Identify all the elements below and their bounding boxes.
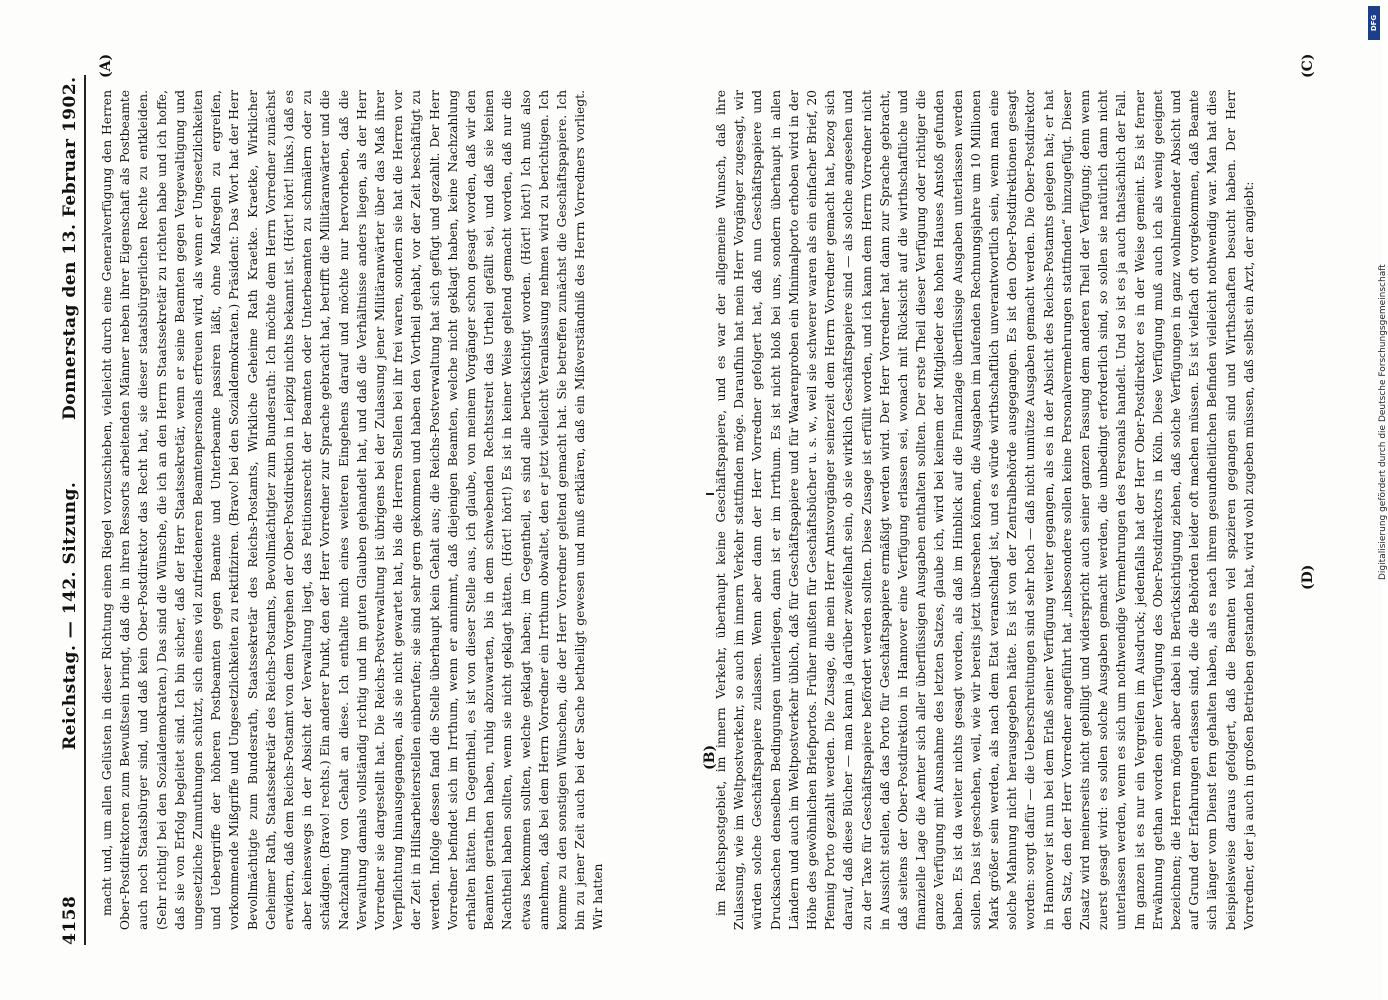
- session-date: Donnerstag den 13. Februar 1902.: [60, 76, 80, 420]
- text-column-right: [712, 90, 1310, 930]
- margin-marker-a: (A): [98, 53, 114, 78]
- text-column-left: [98, 90, 698, 930]
- dfg-logo: [1368, 6, 1380, 40]
- session-title: Reichstag. — 142. Sitzung.: [60, 481, 80, 750]
- digitization-credit: Digitalisierung gefördert durch die Deutsche Forschungsgemeinschaft: [1378, 264, 1388, 580]
- margin-marker-d: (D): [1300, 564, 1316, 590]
- column-left-text: macht und, um allen Gelüsten in dieser Richtung einen Riegel vorzuschieben, vielleicht durch eine Generalverfügung den Herren Ober-Postdirektoren zum Bewußtsein bringt, daß die in ihren Ressorts arbeitenden Männer neben ihrer Eigenschaft als Postbeamte auch noch Staatsbürger sind, und daß kein Ober-Postdirektor das Recht hat, sie dieser staatsbürgerlichen Rechte zu entkleiden. (Sehr richtig! bei den Sozialdemokraten.) Das sind die Wünsche, die ich an den Herrn Staatssekretär zu richten habe und ich hoffe, daß sie von Erfolg begleitet sind. Ich bin sicher, daß der Herr Staatssekretär, wenn er seine Beamten gegen Vergewaltigung und ungesetzliche Zumuthungen schützt, sich eines viel zufriedeneren Beamtenpersonals erfreuen wird, als wenn er Ungesetzlichkeiten und Uebergriffe der höheren Postbeamten gegen Beamte und Unterbeamte passiren läßt, ohne Maßregeln zu ergreifen, vorkommende Mißgriffe und Ungesetzlichkeiten zu rektifiziren. (Bravo! bei den Sozialdemokraten.) Präsident: Das Wort hat der Herr Bevollmächtigte zum Bundesrath, Staatssekretär des Reichs-Postamts, Wirkliche Geheime Rath Kraetke. Kraetke, Wirklicher Geheimer Rath, Staatssekretär des Reichs-Postamts, Bevollmächtigter zum Bundesrath: Ich möchte dem Herrn Vorredner zunächst erwidern, daß dem Reichs-Postamt von dem Vorgehen der Ober-Postdirektion in Leipzig nichts bekannt ist. (Hört! hört! links.) daß es aber keineswegs in der Absicht der Verwaltung liegt, das Petitionsrecht der Beamten oder Unterbeamten zu schmälern oder zu schädigen. (Bravo! rechts.) Ein anderer Punkt, den der Herr Vorredner zur Sprache gebracht hat, betrifft die Militäranwärter und die Nachzahlung von Gehalt an diese. Ich enthalte mich eines weiteren Eingehens darauf und möchte nur hervorheben, daß die Verwaltung damals vollständig richtig und im guten Glauben gehandelt hat, und daß die Verhältnisse anders liegen, als der Herr Vorredner sie dargestellt hat. Die Reichs-Postverwaltung ist übrigens bei der Zulassung jener Militäranwärter über das Maß ihrer Verpflichtung hinausgegangen, als sie nicht gewartet hat, bis die Herren Stellen bei ihr frei waren, sondern sie hat die Herren vor der Zeit in Hilfsarbeiterstellen einberufen; sie sind sehr gern gekommen und haben den Vortheil gehabt, vor der Zeit beschäftigt zu werden. Infolge dessen fand die Stelle überhaupt kein Gehalt aus; die Reichs-Postverwaltung hat sich gefügt und gezahlt. Der Herr Vorredner befindet sich im Irrthum, wenn er annimmt, daß diejenigen Beamten, welche nicht geklagt haben, keine Nachzahlung erhalten hätten. Im Gegentheil, es ist von dieser Stelle aus, ich glaube, von meinem Vorgänger schon gesagt worden, daß wir den Beamten gerathen haben, ruhig abzuwarten, bis in dem schwebenden Rechtsstreit das Urtheil gefällt sei, und daß sie keinen Nachtheil haben sollten, wenn sie nicht geklagt hätten. (Hört! hört!) Es ist in keiner Weise geltend gemacht worden, daß nur die etwas bekommen sollten, welche geklagt haben; im Gegentheil, es sind alle berücksichtigt worden. (Hört! hört!) Ich muß also annehmen, daß bei dem Herrn Vorredner ein Irrthum obwaltet, den er jetzt vielleicht Veranlassung nehmen wird zu berichtigen. Ich komme zu den sonstigen Wünschen, die der Herr Vorredner geltend gemacht hat. Sie betreffen zunächst die Geschäftspapiere. Ich bin zu jener Zeit auch bei der Sache betheiligt gewesen und muß erklären, daß ein Mißverständniß des Herrn Vorredners vorliegt. Wir hatten: [100, 90, 606, 930]
- page-number: 4158: [60, 895, 80, 945]
- margin-marker-b: (B): [702, 744, 718, 770]
- dfg-logo-text: DFG: [1370, 14, 1378, 32]
- margin-marker-c: (C): [1300, 53, 1316, 78]
- header-rule: [84, 75, 86, 945]
- column-right-text: im Reichspostgebiet, im innern Verkehr, überhaupt keine Geschäftspapiere, und es war der allgemeine Wunsch, daß ihre Zulassung, wie im Weltpostverkehr, so auch im innern Verkehr stattfinden möge. Daraufhin hat mein Herr Vorgänger zugesagt, wir würden solche Geschäftspapiere zulassen. Wenn aber dann der Herr Vorredner gefolgert hat, daß nun Geschäftspapiere und Drucksachen denselben Bedingungen unterliegen, dann ist er im Irrthum. Es ist nicht bloß bei uns, sondern überhaupt in allen Ländern und auch im Weltpostverkehr üblich, daß für Geschäftspapiere und für Waarenproben ein Minimalporto erhoben wird in der Höhe des gewöhnlichen Briefportos. Früher mußten für Geschäftsbücher u. s. w., weil sie schwerer waren als ein einfacher Brief, 20 Pfennig Porto gezahlt werden. Die Zusage, die mein Herr Amtsvorgänger seinerzeit dem Herrn Vorredner gemacht hat, bezog sich darauf, daß diese Bücher — man kann ja darüber zweifelhaft sein, ob sie wirklich Geschäftspapiere sind — als solche angesehen und zu der Taxe für Geschäftspapiere befördert werden sollten. Diese Zusage ist erfüllt worden, und ich kann dem Herrn Vorredner nicht in Aussicht stellen, daß das Porto für Geschäftspapiere ermäßigt werden wird. Der Herr Vorredner hat dann zur Sprache gebracht, daß seitens der Ober-Postdirektion in Hannover eine Verfügung erlassen sei, wonach mit Rücksicht auf die wirthschaftliche und finanzielle Lage die Aemter sich aller überflüssigen Ausgaben enthalten sollten. Der erste Theil dieser Verfügung oder richtiger die ganze Verfügung mit Ausnahme des letzten Satzes, glaube ich, wird bei keinem der Mitglieder des hohen Hauses Anstoß gefunden haben. Es ist da weiter nichts gesagt worden, als daß im Hinblick auf die Finanzlage überflüssige Ausgaben unterlassen werden sollen. Das ist geschehen, weil, wie wir bereits jetzt übersehen können, die Ausgaben im laufenden Rechnungsjahre um 10 Millionen Mark größer sein werden, als nach dem Etat veranschlagt ist, und es würde wirthschaftlich unverantwortlich sein, wenn man eine solche Mahnung nicht herausgegeben hätte. Es ist von der Zentralbehörde ausgegangen. Es ist den Ober-Postdirektionen gesagt worden: sorgt dafür — die Ueberschreitungen sind sehr hoch — daß nicht unnütze Ausgaben gemacht werden. Die Ober-Postdirektor in Hannover ist nun bei dem Erlaß seiner Verfügung weiter gegangen, als es in der Absicht des Reichs-Postamts gelegen hat; er hat den Satz, den der Herr Vorredner angeführt hat „insbesondere sollen keine Personalvermehrungen stattfinden“ hinzugefügt. Dieser Zusatz wird meinerseits nicht gebilligt und widerspricht auch seiner ganzen Fassung dem anderen Theil der Verfügung; denn wenn zuerst gesagt wird: es sollen solche Ausgaben gemacht werden, die unbedingt erforderlich sind, so sollen sie natürlich dann nicht unterlassen werden, wenn es sich um nothwendige Vermehrungen des Personals handelt. Und so ist es ja auch thatsächlich der Fall. Im ganzen ist es nur ein Vergreifen im Ausdruck; jedenfalls hat der Herr Ober-Postdirektor es in der Weise gemeint. Es ist ferner Erwähnung gethan worden einer Verfügung des Ober-Postdirektors in Köln. Diese Verfügung muß auch ich als wenig geeignet bezeichnen; die Herren mögen aber dabei in Berücksichtigung ziehen, daß solche Verfügungen in ganz wohlmeinender Absicht und auf Grund der Erfahrungen erlassen sind, die die Behörden leider oft machen müssen. Es ist vielfach oft vorgekommen, daß Beamte sich länger vom Dienst fern gehalten haben, als es nach ihrem gesundheitlichen Befinden vielleicht nothwendig war. Man hat dies beispielsweise daraus gefolgert, daß die Beamten viel spazieren gegangen sind und Wirthschaften besucht haben. Der Herr Vorredner, der ja auch in großen Betrieben gestanden hat, wird wohl zugeben müssen, daß selbst ein Arzt, der angiebt:: [714, 90, 1256, 930]
